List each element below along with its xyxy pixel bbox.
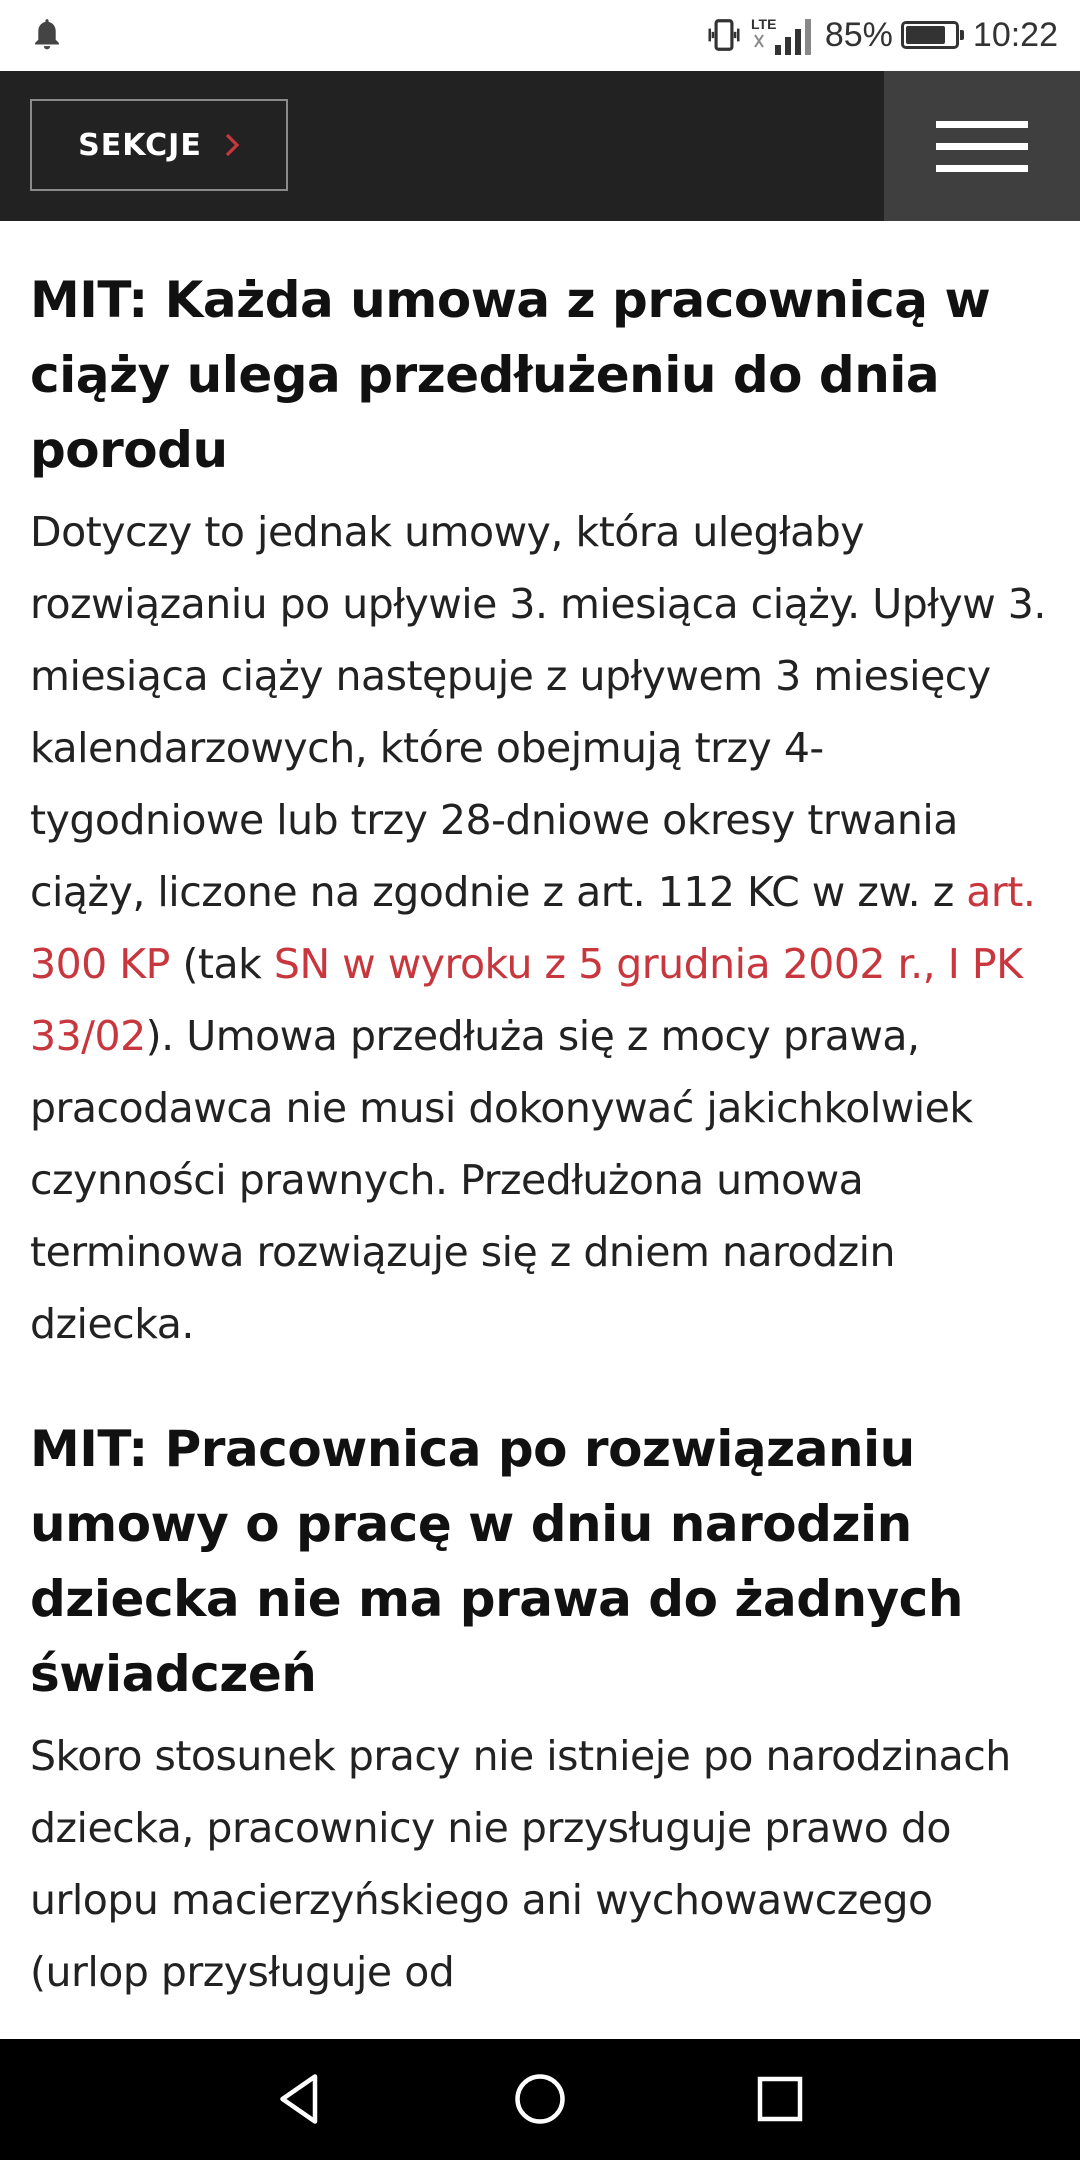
battery-icon: [901, 21, 959, 49]
system-navigation-bar: [0, 2039, 1080, 2160]
clipped-previous-text: [30, 221, 1050, 233]
paragraph-text: (tak: [169, 940, 274, 988]
back-icon[interactable]: [270, 2069, 330, 2129]
clock: 10:22: [972, 15, 1058, 54]
sn-judgment-link[interactable]: SN w wyroku z 5 grudnia 2002 r., I PK 33/02: [30, 940, 1023, 1060]
section-paragraph-2: Skoro stosunek pracy nie istnieje po narodzinach dziecka, pracownicy nie przysługuje prawo do urlopu macierzyńskiego ani wychowawczego (urlop przysługuje od: [30, 1732, 1011, 1996]
section-heading-1: MIT: Każda umowa z pracownicą w ciąży ulega przedłużeniu do dnia porodu: [30, 271, 991, 479]
sekcje-button[interactable]: [30, 99, 288, 191]
hamburger-menu-button[interactable]: [884, 71, 1080, 221]
status-bar: [0, 0, 1080, 71]
site-header: [0, 71, 1080, 221]
vibrate-icon: [705, 16, 743, 54]
lte-signal-icon: [751, 15, 817, 55]
article-content: [30, 221, 1050, 2039]
hamburger-icon-line: [936, 143, 1028, 150]
home-icon[interactable]: [510, 2069, 570, 2129]
paragraph-text: Dotyczy to jednak umowy, która uległaby rozwiązaniu po upływie 3. miesiąca ciąży. Upływ 3. miesiąca ciąży następuje z upływem 3 miesięcy kalendarzowych, które obejmują trzy 4-tygodniowe lub trzy 28-dniowe okresy trwania ciąży, liczone na zgodnie z art. 112 KC w zw. z: [30, 508, 1046, 916]
battery-level: [906, 26, 945, 44]
hamburger-icon-line: [936, 121, 1028, 128]
chevron-right-icon: [224, 133, 240, 157]
sekcje-label: SEKCJE: [78, 127, 202, 163]
notification-bell-icon: [28, 16, 66, 54]
recents-icon[interactable]: [750, 2069, 810, 2129]
section-paragraph-1: [30, 496, 1050, 1360]
paragraph-text: ). Umowa przedłuża się z mocy prawa, pracodawca nie musi dokonywać jakichkolwiek czynności prawnych. Przedłużona umowa terminowa rozwiązuje się z dniem narodzin dziecka.: [30, 1012, 973, 1348]
art-300-kp-link[interactable]: art. 300 KP: [30, 868, 1036, 988]
hamburger-icon-line: [936, 165, 1028, 172]
battery-percent: 85%: [824, 15, 893, 54]
network-type-label: LTE: [750, 16, 777, 32]
section-heading-2: MIT: Pracownica po rozwiązaniu umowy o pracę w dniu narodzin dziecka nie ma prawa do żadnych świadczeń: [30, 1420, 963, 1703]
